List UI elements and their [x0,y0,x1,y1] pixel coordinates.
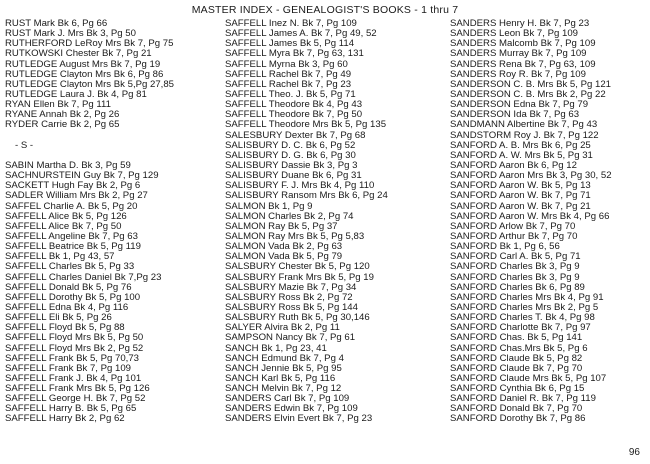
index-entry: SANDERS Rena Bk 7, Pg 63, 109 [450,58,596,70]
index-entry: SANDERS Murray Bk 7, Pg 109 [450,48,587,60]
index-entry: SANFORD Charles Bk 3, Pg 9 [450,271,580,283]
index-entry: SALISBURY Duane Bk 6, Pg 31 [225,170,362,182]
index-entry: SALSBURY Mazie Bk 7, Pg 34 [225,281,357,293]
index-entry: SAFFELL Alice Bk 7, Pg 50 [5,220,122,232]
index-entry: SAFFELL Frank Mrs Bk 5, Pg 126 [5,383,150,395]
index-entry: SANFORD Donald Bk 7, Pg 70 [450,403,583,415]
index-entry: SAFFELL Beatrice Bk 5, Pg 119 [5,241,141,253]
index-entry: SANFORD A. B. Mrs Bk 6, Pg 25 [450,139,591,151]
index-entry: SALISBURY F. J. Mrs Bk 4, Pg 110 [225,180,375,192]
index-entry: SANFORD Bk 1, Pg 6, 56 [450,241,560,253]
index-entry: SAFFELL Edna Bk 4, Pg 116 [5,301,129,313]
index-entry: SANFORD Carl A. Bk 5, Pg 71 [450,251,581,263]
index-entry: SACHNURSTEIN Guy Bk 7, Pg 129 [5,170,159,182]
index-entry: SAFFELL George H. Bk 7, Pg 52 [5,393,146,405]
index-entry: RUTLEDGE August Mrs Bk 7, Pg 19 [5,58,161,70]
index-entry: SALMON Ray Bk 5, Pg 37 [225,220,338,232]
index-entry: SANFORD Aaron W. Mrs Bk 4, Pg 66 [450,210,610,222]
index-entry: RUTHERFORD LeRoy Mrs Bk 7, Pg 75 [5,38,174,50]
index-entry: SAFFELL Theo. J. Bk 5, Pg 71 [225,88,356,100]
index-entry: SANFORD Arlow Bk 7, Pg 70 [450,220,576,232]
page-title: MASTER INDEX - GENEALOGIST'S BOOKS - 1 thru 7 [191,4,459,16]
index-entry: RUST Mark Bk 6, Pg 66 [5,18,108,29]
index-entry: SALMON Vada Bk 5, Pg 79 [225,251,343,263]
index-entry: SANDERS Roy R. Bk 7, Pg 109 [450,68,586,80]
index-entry: SAFFELL Donald Bk 5, Pg 76 [5,281,132,293]
index-entry: RUST Mark J. Mrs Bk 3, Pg 50 [5,28,136,40]
index-entry: SANCH Karl Bk 5, Pg 116 [225,372,336,384]
index-entry: SANDSTORM Roy J. Bk 7, Pg 122 [450,129,599,141]
index-entry: SANCH Melvin Bk 7, Pg 12 [225,383,342,395]
index-entry: SANFORD Chas.Mrs Bk 5, Pg 6 [450,342,588,354]
section-letter-heading: - S - [15,139,34,151]
index-entry: SANDERS Edwin Bk 7, Pg 109 [225,403,358,415]
index-entry: SANFORD Dorothy Bk 7, Pg 86 [450,413,586,425]
index-column-1 [5,19,174,425]
index-entry: SALSBURY Frank Mrs Bk 5, Pg 19 [225,271,374,283]
index-entry: SANDERS Carl Bk 7, Pg 109 [225,393,350,405]
index-entry: SABIN Martha D. Bk 3, Pg 59 [5,159,131,171]
index-entry: SALSBURY Ross Bk 2, Pg 72 [225,291,353,303]
index-entry: SAFFELL Alice Bk 5, Pg 126 [5,210,127,222]
index-entry: SANFORD Claude Bk 7, Pg 70 [450,362,583,374]
index-entry: SANFORD Charles Bk 6, Pg 89 [450,281,585,293]
index-entry: SANDERS Leon Bk 7, Pg 109 [450,28,578,40]
index-entry: SAFFELL Charles Daniel Bk 7,Pg 23 [5,271,162,283]
index-entry: SANDERSON C. B. Mrs Bk 2, Pg 22 [450,88,606,100]
index-entry: SAFFELL Angeline Bk 7, Pg 63 [5,230,138,242]
index-entry: SANDERS Elvin Evert Bk 7, Pg 23 [225,413,373,425]
index-entry: SAFFELL Myra Bk 7, Pg 63, 131 [225,48,364,60]
index-entry: SAFFELL Harry Bk 2, Pg 62 [5,413,125,425]
index-entry: SAFFELL Myrna Bk 3, Pg 60 [225,58,348,70]
index-entry: SALISBURY D. G. Bk 6, Pg 30 [225,149,356,161]
index-entry: SANFORD Aaron W. Bk 5, Pg 13 [450,180,591,192]
index-entry: SANDMANN Albertine Bk 7, Pg 43 [450,119,598,131]
index-entry: SALYER Alvira Bk 2, Pg 11 [225,322,340,334]
index-entry: RUTLEDGE Clayton Mrs Bk 6, Pg 86 [5,68,164,80]
index-entry: SAFFELL James A. Bk 7, Pg 49, 52 [225,28,377,40]
index-entry: SANFORD Daniel R. Bk 7, Pg 119 [450,393,596,405]
index-entry: SAFFELL Bk 1, Pg 43, 57 [5,251,115,263]
index-entry: RUTLEDGE Laura J. Bk 4, Pg 81 [5,88,147,100]
index-entry: SANCH Jennie Bk 5, Pg 95 [225,362,342,374]
index-entry: SALSBURY Ross Bk 5, Pg 144 [225,301,358,313]
index-column-2 [225,19,388,425]
index-entry: SAFFELL Eli Bk 5, Pg 26 [5,312,112,324]
index-entry: SAFFELL Theodore Mrs Bk 5, Pg 135 [225,119,387,131]
index-entry: RUTLEDGE Clayton Mrs Bk 5,Pg 27,85 [5,78,175,90]
index-entry: SAFFELL Inez N. Bk 7, Pg 109 [225,18,357,29]
index-entry: SAFFELL Floyd Mrs Bk 2, Pg 52 [5,342,144,354]
index-entry: SAFFELL Rachel Bk 7, Pg 49 [225,68,352,80]
index-entry: SANDERSON Ida Bk 7, Pg 63 [450,109,580,121]
index-entry: SALSBURY Ruth Bk 5, Pg 30,146 [225,312,370,324]
index-entry: SALESBURY Dexter Bk 7, Pg 68 [225,129,366,141]
index-column-3 [450,19,612,425]
index-entry: SALMON Vada Bk 2, Pg 63 [225,241,343,253]
index-entry: SALMON Ray Mrs Bk 5, Pg 5,83 [225,230,365,242]
index-entry: RUTKOWSKI Chester Bk 7, Pg 21 [5,48,152,60]
index-entry: SANFORD Aaron W. Bk 7, Pg 71 [450,190,591,202]
index-entry: SALISBURY D. C. Bk 6, Pg 52 [225,139,356,151]
index-entry: RYDER Carrie Bk 2, Pg 65 [5,119,120,131]
index-entry: SAFFELL Theodore Bk 7, Pg 50 [225,109,363,121]
index-entry: SANFORD Claude Bk 5, Pg 82 [450,352,583,364]
index-entry: SANDERSON Edna Bk 7, Pg 79 [450,99,589,111]
index-entry: SAFFELL Frank Bk 5, Pg 70,73 [5,352,140,364]
index-entry: SALISBURY Dassie Bk 3, Pg 3 [225,159,358,171]
index-entry: SANDERSON C. B. Mrs Bk 5, Pg 121 [450,78,612,90]
index-entry: SANFORD A. W. Mrs Bk 5, Pg 31 [450,149,593,161]
index-entry: SALMON Charles Bk 2, Pg 74 [225,210,354,222]
index-entry: SAFFELL Theodore Bk 4, Pg 43 [225,99,363,111]
index-entry: SANFORD Charles Mrs Bk 2, Pg 5 [450,301,599,313]
index-entry: SANDERS Henry H. Bk 7, Pg 23 [450,18,590,29]
index-entry: SAFFELL Frank J. Bk 4, Pg 101 [5,372,142,384]
index-entry: SADLER William Mrs Bk 2, Pg 27 [5,190,148,202]
index-entry: SANFORD Charles T. Bk 4, Pg 98 [450,312,595,324]
index-entry: SAFFELL James Bk 5, Pg 114 [225,38,355,50]
index-entry: SAFFELL Charles Bk 5, Pg 33 [5,261,135,273]
index-entry: SAFFELL Rachel Bk 7, Pg 23 [225,78,352,90]
index-entry: SALMON Bk 1, Pg 9 [225,200,313,212]
index-entry: SANDERS Malcomb Bk 7, Pg 109 [450,38,596,50]
index-entry: SANFORD Charles Mrs Bk 4, Pg 91 [450,291,604,303]
index-entry: SALISBURY Ransom Mrs Bk 6, Pg 24 [225,190,388,202]
index-entry: SAFFELL Harry B. Bk 5, Pg 65 [5,403,137,415]
index-entry: SANCH Edmund Bk 7, Pg 4 [225,352,344,364]
index-entry: SANFORD Arthur Bk 7, Pg 70 [450,230,578,242]
index-entry: RYANE Annah Bk 2, Pg 26 [5,109,120,121]
index-entry: SANFORD Aaron W. Bk 7, Pg 21 [450,200,591,212]
index-entry: SAFFELL Dorothy Bk 5, Pg 100 [5,291,141,303]
index-entry: SANFORD Charles Bk 3, Pg 9 [450,261,580,273]
index-entry: SACKETT Hugh Fay Bk 2, Pg 6 [5,180,141,192]
index-entry: SAFFELL Floyd Bk 5, Pg 88 [5,322,125,334]
index-entry: SANFORD Aaron Mrs Bk 3, Pg 30, 52 [450,170,612,182]
index-entry: SANFORD Charlotte Bk 7, Pg 97 [450,322,591,334]
index-entry: SAFFELL Frank Bk 7, Pg 109 [5,362,132,374]
page-number: 96 [628,447,640,458]
index-entry: SAFFEL Charlie A. Bk 5, Pg 20 [5,200,138,212]
index-entry: RYAN Ellen Bk 7, Pg 111 [5,99,111,111]
index-entry: SANFORD Chas. Bk 5, Pg 141 [450,332,583,344]
index-entry: SALSBURY Chester Bk 5, Pg 120 [225,261,370,273]
index-entry: SANFORD Claude Mrs Bk 5, Pg 107 [450,372,607,384]
index-entry: SAMPSON Nancy Bk 7, Pg 61 [225,332,356,344]
index-entry: SANFORD Aaron Bk 6, Pg 12 [450,159,577,171]
index-entry: SAFFELL Floyd Mrs Bk 5, Pg 50 [5,332,144,344]
index-entry: SANFORD Cynthia Bk 6, Pg 15 [450,383,585,395]
index-entry: SANCH Bk 1, Pg 23, 41 [225,342,327,354]
